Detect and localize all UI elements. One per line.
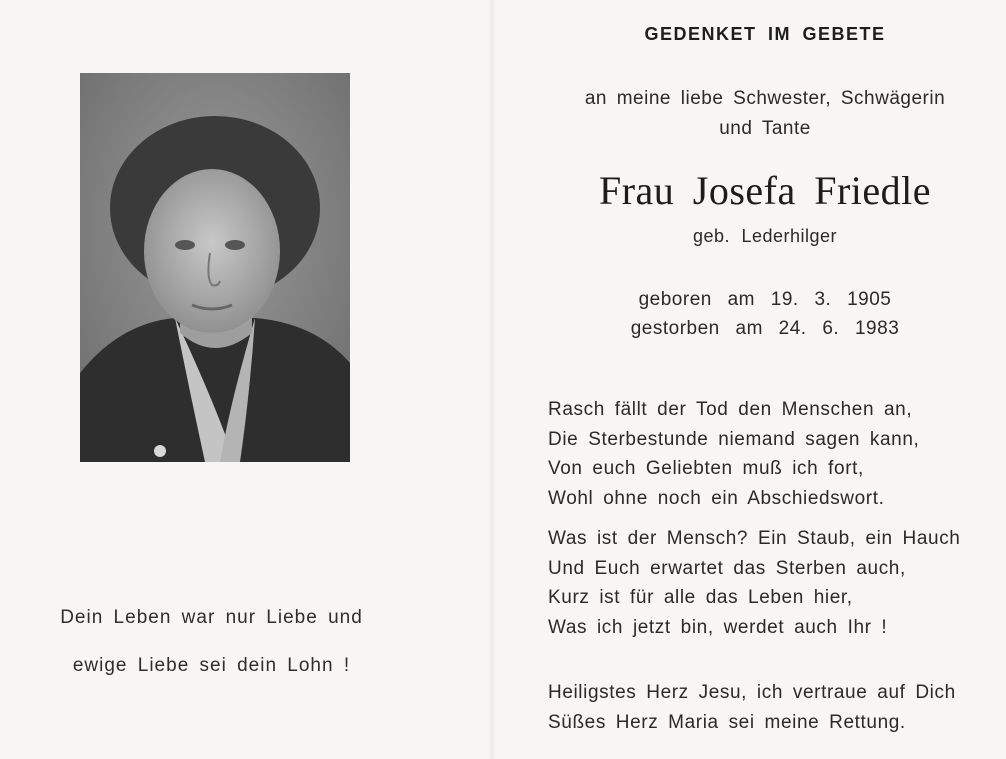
poem-line: Was ist der Mensch? Ein Staub, ein Hauch <box>548 528 961 549</box>
epitaph-line-2: ewige Liebe sei dein Lohn ! <box>72 655 351 676</box>
poem-line: Rasch fällt der Tod den Menschen an, <box>548 399 913 420</box>
dedication-line-2: und Tante <box>719 118 811 139</box>
portrait-image <box>80 73 350 462</box>
maiden-name: geb. Lederhilger <box>692 226 838 246</box>
poem-line: Kurz ist für alle das Leben hier, <box>548 587 853 609</box>
life-dates <box>520 285 1006 343</box>
death-date: gestorben am 24. 6. 1983 <box>630 318 900 339</box>
dedication <box>520 84 1006 144</box>
poem-line: Wohl ohne noch ein Abschiedswort. <box>548 487 885 509</box>
epitaph-line-1: Dein Leben war nur Liebe und <box>60 607 363 628</box>
poem-stanza-2 <box>548 524 960 642</box>
card-fold <box>489 0 495 759</box>
poem-stanza-1 <box>548 395 919 513</box>
deceased-name: Frau Josefa Friedle <box>598 168 932 213</box>
prayer-line-2: Süßes Herz Maria sei meine Rettung. <box>548 711 906 733</box>
birth-date: geboren am 19. 3. 1905 <box>638 289 892 310</box>
poem-line: Und Euch erwartet das Sterben auch, <box>548 557 906 579</box>
portrait-photo <box>80 73 350 462</box>
prayer-line-1: Heiligstes Herz Jesu, ich vertraue auf Dich <box>548 682 956 703</box>
prayer <box>548 678 956 737</box>
poem-line: Die Sterbestunde niemand sagen kann, <box>548 428 920 450</box>
dedication-line-1: an meine liebe Schwester, Schwägerin <box>584 88 946 109</box>
poem-line: Was ich jetzt bin, werdet auch Ihr ! <box>548 616 888 638</box>
header-title: GEDENKET IM GEBETE <box>644 24 886 44</box>
poem-line: Von euch Geliebten muß ich fort, <box>548 458 864 480</box>
